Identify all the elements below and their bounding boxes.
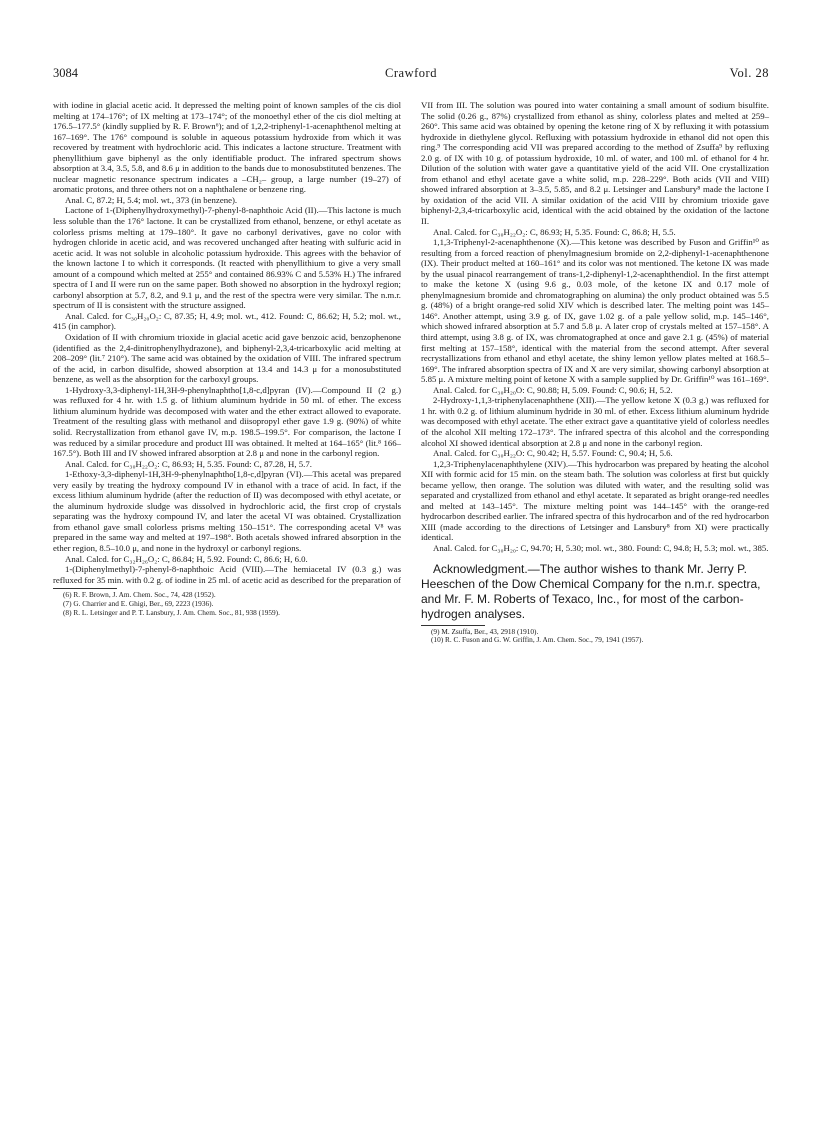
- footnote: (10) R. C. Fuson and G. W. Griffin, J. Am. Chem. Soc., 79, 1941 (1957).: [431, 635, 644, 645]
- paragraph: 1-Hydroxy-3,3-diphenyl-1H,3H-9-phenylnaphtho[1,8-c,d]pyran (IV).—Compound II (2 g.) was refluxed for 4 hr. with 1.5 g. of lithium aluminum hydride in 50 ml. of ether. The excess lithium aluminum hydride was decomposed with water and the ether extract allowed to evaporate. Treatment of the resulting glass with methanol and diisopropyl ether gave 1.9 g. (90%) of white solid. Recrystallization from ethanol gave IV, m.p. 198.5–199.5°. For comparison, the lactone I was reduced by a similar procedure and product III was obtained. It melted at 164–165° (lit.⁸ 166–167.5°). Both III and IV showed infrared absorption at 2.8 μ and none in the carbonyl region.: [53, 384, 401, 459]
- paragraph: 1,2,3-Triphenylacenaphthylene (XIV).—This hydrocarbon was prepared by heating the alcohol XII with formic acid for 15 min. on the steam bath. The solution was colorless at first but quickly became yellow, then orange. The solution was diluted with water, and the resulting solid was separated and crystallized from ethanol and ethyl acetate. It separated as bright orange-red needles and melted at 143–145°. The mixture melting point was 144–145° with the orange-red hydrocarbon described earlier. The infrared spectra of this hydrocarbon and of the red hydrocarbon XIII (made according to the directions of Letsinger and Lansbury⁸ from XI) were practically identical.: [421, 458, 769, 543]
- page-number: 3084: [53, 66, 78, 80]
- paragraph: Anal. C, 87.2; H, 5.4; mol. wt., 373 (in benzene).: [65, 194, 238, 205]
- paragraph: Anal. Calcd. for C₃₀H₂₀: C, 94.70; H, 5.30; mol. wt., 380. Found: C, 94.8; H, 5.3; mol. wt., 385.: [433, 542, 769, 553]
- paragraph: 1-Ethoxy-3,3-diphenyl-1H,3H-9-phenylnaphtho[1,8-c,d]pyran (VI).—This acetal was prepared very easily by treating the hydroxy compound IV in ethanol with a trace of acid. In fact, if the excess lithium aluminum hydride (after the reduction of II) was decomposed with ethyl acetate, or the aluminum hydroxide sludge was dissolved in hydrochloric acid, the first crop of crystals separating was the hydroxy compound IV, and later the acetal VI was obtained. Crystallization from ethanol gave small colorless prisms melting 150–151°. The corresponding acetal V⁸ was prepared in the same way and melted at 197–198°. Both acetals showed infrared absorption in the ether region, 8.5–10.0 μ, and none in the hydroxyl or carbonyl regions.: [53, 469, 401, 553]
- footnote: (8) R. L. Letsinger and P. T. Lansbury, J. Am. Chem. Soc., 81, 938 (1959).: [63, 607, 280, 617]
- running-header: [53, 66, 769, 84]
- paragraph: Anal. Calcd. for C₃₂H₂₆O₂: C, 86.84; H, 5.92. Found: C, 86.6; H, 6.0.: [65, 553, 308, 564]
- right-column: [421, 100, 769, 645]
- left-column: [53, 100, 401, 618]
- footnote: (7) G. Charrier and E. Ghigi, Ber., 69, 2223 (1936).: [63, 598, 214, 608]
- paragraph: 1-(Diphenylmethyl)-7-phenyl-8-naphthoic Acid (VIII).—The hemiacetal IV (0.3 g.) was refluxed for 35 min. with 0.2 g. of iodine in 25 ml. of acetic acid as described for the preparation of: [53, 564, 401, 585]
- footnote: (6) R. F. Brown, J. Am. Chem. Soc., 74, 428 (1952).: [63, 590, 216, 600]
- footnote-rule: [421, 625, 485, 626]
- paragraph: Anal. Calcd. for C₃₀H₂₂O₂: C, 86.93; H, 5.35. Found: C, 86.8; H, 5.5.: [433, 226, 676, 237]
- paragraph: Anal. Calcd. for C₃₀H₂₂O₂: C, 86.93; H, 5.35. Found: C, 87.28, H, 5.7.: [65, 458, 312, 469]
- paragraph: VII from III. The solution was poured into water containing a small amount of sodium bisulfite. The solid (0.26 g., 87%) crystallized from ethanol as shiny, colorless plates and melted at 259–260°. This same acid was obtained by opening the ketone ring of X by refluxing it with potassium hydroxide in diethylene glycol. Refluxing with potassium hydroxide in ethanol did not open this ring.⁹ The corresponding acid VII was prepared according to the method of Zsuffa⁹ by refluxing 2.0 g. of IX with 10 g. of potassium hydroxide, 10 ml. of water, and 100 ml. of ethanol for 4 hr. Dilution of the solution with water gave a quantitative yield of the acid VII. One crystallization from ethanol and ethyl acetate gave a white solid, m.p. 228–229°. Both acids (VII and VIII) showed infrared absorption at 3–3.5, 5.85, and 8.2 μ. Letsinger and Lansbury⁸ made the lactone I by oxidation of the acid VII. A similar oxidation of the acid VIII by chromium trioxide gave biphenyl-2,3,4-tricarboxylic acid, identical with the acid obtained by the oxidation of the lactone II.: [421, 100, 769, 227]
- running-head-author: Crawford: [385, 66, 437, 80]
- volume-label: Vol. 28: [729, 66, 769, 80]
- footnote: (9) M. Zsuffa, Ber., 43, 2918 (1910).: [431, 626, 539, 636]
- paragraph: Anal. Calcd. for C₃₀H₂₀O₂: C, 87.35; H, 4.9; mol. wt., 412. Found: C, 86.62; H, 5.2; mol. wt., 415 (in camphor).: [53, 310, 401, 332]
- paragraph: 2-Hydroxy-1,1,3-triphenylacenaphthene (XII).—The yellow ketone X (0.3 g.) was refluxed for 1 hr. with 0.2 g. of lithium aluminum hydride in 30 ml. of ether. Excess lithium aluminum hydride was decomposed with ethyl acetate. The ether extract gave a quantitative yield of colorless needles of the alcohol XII melting 172–173°. The infrared spectra of this alcohol and the corresponding alcohol XI showed identical absorption at 2.8 μ and none in the carbonyl region.: [421, 395, 769, 448]
- paragraph: Oxidation of II with chromium trioxide in glacial acetic acid gave benzoic acid, benzophenone (identified as the 2,4-dinitrophenylhydrazone), and biphenyl-2,3,4-tricarboxylic acid melting at 208–209° (lit.⁷ 210°). The same acid was obtained by the oxidation of VIII. The infrared spectrum of the acid, in carbon disulfide, showed absorption at 13.4 and 14.3 μ for a monosubstituted benzene, as well as the absorption for the carboxyl groups.: [53, 332, 401, 385]
- paragraph: Anal. Calcd. for C₃₀H₂₂O: C, 90.42; H, 5.57. Found: C, 90.4; H, 5.6.: [433, 448, 673, 459]
- footnote-rule: [53, 588, 117, 589]
- paragraph: Lactone of 1-(Diphenylhydroxymethyl)-7-phenyl-8-naphthoic Acid (II).—This lactone is much less soluble than the 176° lactone. It can be crystallized from ethanol, benzene, or ethyl acetate as colorless prisms melting at 179–180°. It gave no carbonyl derivatives, gave no color with hydrogen chloride in acetic acid, and was recovered unchanged after heating with sulfuric acid in acetic acid. It was not soluble in alcoholic potassium hydroxide. This agrees with the behavior of the known lactone I to which it corresponds. (It reacted with phenyllithium to give a very small amount of a compound which melted at 255° and contained 86.93% C and 5.53% H.) The infrared spectra of I and II were run on the same paper. Both showed no absorption in the hydroxyl region; carbonyl absorption at 5.7, 8.2, and 9.1 μ, and the rest of the spectra were very similar. The n.m.r. spectrum of II is consistent with the structure assigned.: [53, 205, 401, 311]
- acknowledgment: Acknowledgment.—The author wishes to thank Mr. Jerry P. Heeschen of the Dow Chemical Company for the n.m.r. spectra, and Mr. F. M. Roberts of Texaco, Inc., for most of the carbon-hydrogen analyses.: [421, 561, 761, 621]
- paragraph: with iodine in glacial acetic acid. It depressed the melting point of known samples of the cis diol melting at 174–176°; of IX melting at 173–174°; of the monoethyl ether of the cis diol melting at 176.5–177.5° (kindly supplied by R. F. Brown⁶); and of 1,2,2-triphenyl-1-acenaphthenol melting at 167–169°. The 176° compound is soluble in aqueous potassium hydroxide from which it was recovered by treatment with hydrochloric acid. This indicates a lactone structure. Treatment with phenyllithium gave biphenyl as the only identifiable product. The infrared spectrum shows absorption at 3.4, 3.5, 5.8, and 8.6 μ in addition to the bands due to monosubstituted benzenes. The nuclear magnetic resonance spectrum indicates a –CH₂– group, a large number (19–27) of aromatic protons, and three others not on a naphthalene or benzene ring.: [53, 100, 401, 195]
- paragraph: 1,1,3-Triphenyl-2-acenaphthenone (X).—This ketone was described by Fuson and Griffin¹⁰ as resulting from a forced reaction of phenylmagnesium bromide on 2,2-diphenyl-1-acenaphthenone (IX). Their product melted at 160–161° and its color was not mentioned. The ketone IX was made by the usual pinacol rearrangement of trans-1,2-diphenyl-1,2-acenaphthendiol. In the first attempt to make the ketone X (using 9.6 g., 0.03 mole, of the ketone IX and 0.17 mole of phenylmagnesium bromide and chromatographing on alumina) the only product obtained was 5.5 g. (48%) of a bright orange-red solid XIV which is described later. The melting point was 145–146°. Another attempt, using 3.9 g. of IX, gave 1.02 g. of a pale yellow solid, m.p. 145–146°, which showed infrared absorption at 5.7 and 5.8 μ. A later crop of crystals melted at 157–158°. A third attempt, using 3.8 g. of IX, was chromatographed at once and gave 2.1 g. (45%) of material first melting at 157–158°, identical with the material from the second attempt. After several recrystallizations from ethanol and ethyl acetate, the shiny lemon yellow plates melted at 168.5–169°. The infrared absorption spectra of IX and X are very similar, showing carbonyl absorption at 5.85 μ. A mixture melting point of ketone X with a sample supplied by Dr. Griffin¹⁰ was 161–169°.: [421, 237, 769, 385]
- paragraph: Anal. Calcd. for C₃₀H₂₀O: C, 90.88; H, 5.09. Found: C, 90.6; H, 5.2.: [433, 384, 673, 395]
